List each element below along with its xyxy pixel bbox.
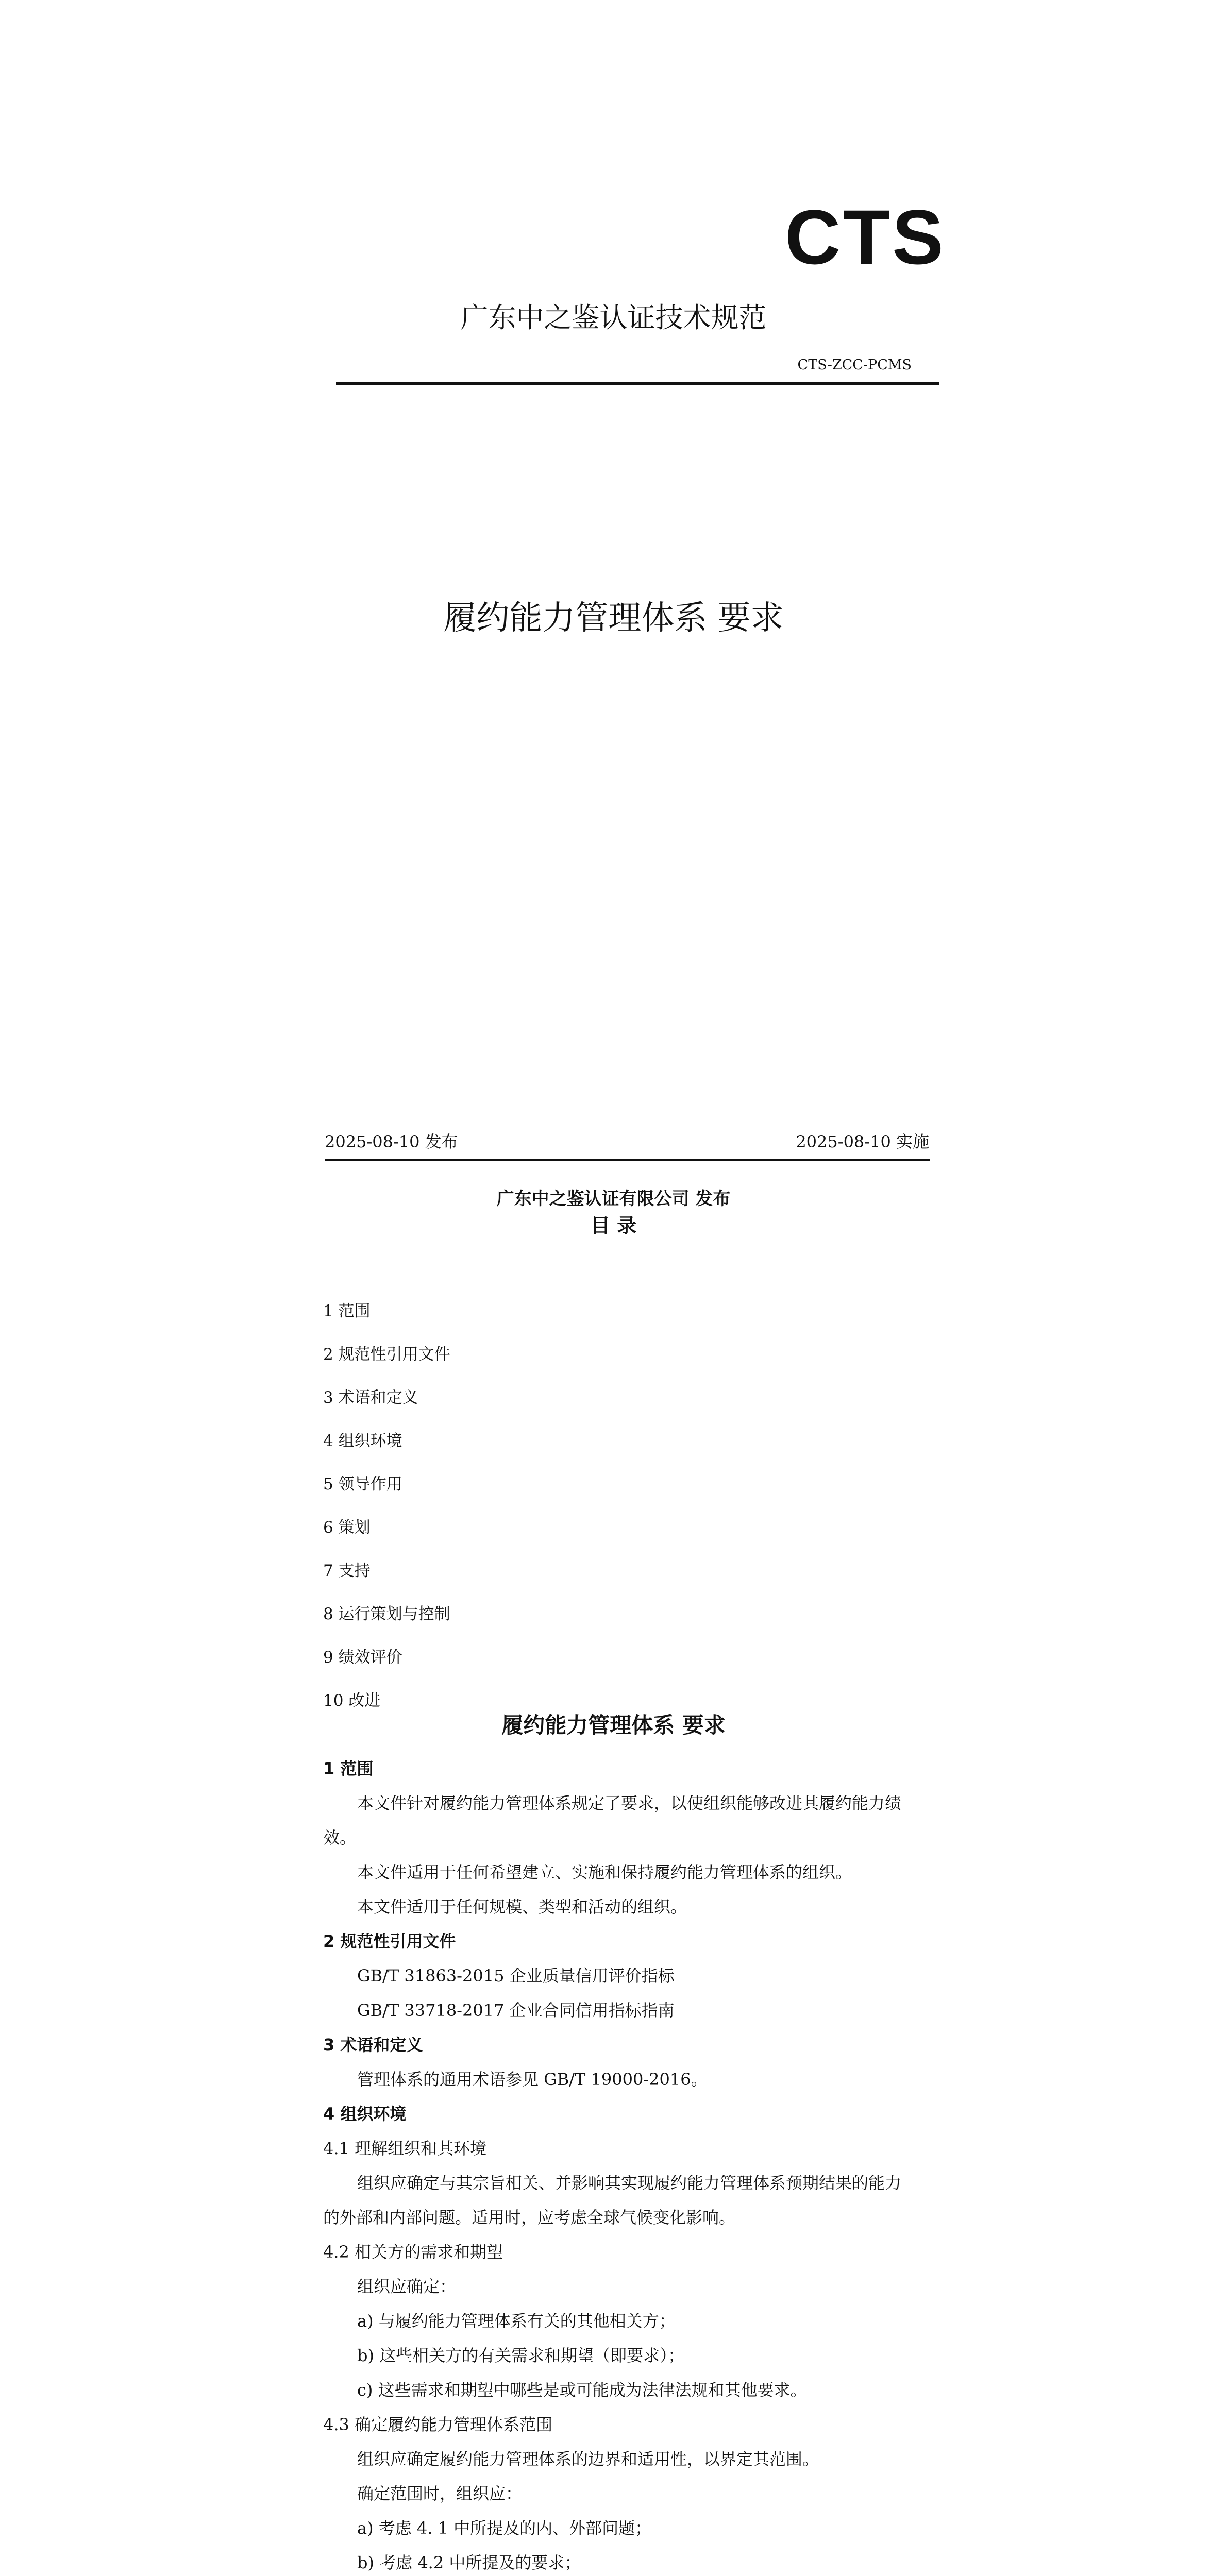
body-text-line: 本文件针对履约能力管理体系规定了要求，以使组织能够改进其履约能力绩 (357, 1793, 902, 1813)
toc-item: 4 组织环境 (323, 1432, 402, 1450)
toc-list (323, 1301, 450, 1734)
toc-item: 9 绩效评价 (323, 1648, 402, 1667)
body-text-line: b) 这些相关方的有关需求和期望（即要求）； (357, 2346, 685, 2365)
toc-item: 7 支持 (323, 1562, 371, 1580)
toc-item: 10 改进 (323, 1691, 381, 1710)
toc-item: 5 领导作用 (323, 1475, 402, 1494)
cover-title: 履约能力管理体系 要求 (443, 599, 784, 637)
document-body (323, 1752, 934, 2576)
body-title: 履约能力管理体系 要求 (501, 1713, 726, 1738)
body-text-line: GB/T 31863-2015 企业质量信用评价指标 (357, 1966, 675, 1986)
toc-item: 1 范围 (323, 1302, 371, 1320)
subsection-heading: 4.1 理解组织和其环境 (323, 2139, 487, 2158)
body-text-line: b) 考虑 4.2 中所提及的要求； (357, 2553, 581, 2572)
body-text-line: 确定范围时，组织应： (357, 2484, 523, 2503)
document-code: CTS-ZCC-PCMS (797, 357, 912, 373)
body-text-line: a) 与履约能力管理体系有关的其他相关方； (357, 2311, 676, 2331)
body-text-line: 组织应确定与其宗旨相关、并影响其实现履约能力管理体系预期结果的能力 (357, 2173, 902, 2193)
body-text-line: 组织应确定： (357, 2277, 457, 2296)
subsection-heading: 4.2 相关方的需求和期望 (323, 2242, 503, 2262)
publish-date: 2025-08-10 发布 (325, 1132, 458, 1151)
body-text-line: 的外部和内部问题。适用时，应考虑全球气候变化影响。 (323, 2208, 736, 2227)
toc-title: 目 录 (590, 1214, 637, 1237)
subsection-heading: 4.3 确定履约能力管理体系范围 (323, 2415, 553, 2434)
cts-logo-mark: CTS (785, 194, 946, 280)
body-text-line: GB/T 33718-2017 企业合同信用指标指南 (357, 2001, 675, 2020)
cover-top-rule (336, 382, 939, 385)
issuer-line: 广东中之鉴认证有限公司 发布 (496, 1189, 731, 1209)
section-heading: 2 规范性引用文件 (323, 1931, 456, 1951)
body-text-line: 效。 (323, 1828, 357, 1848)
body-text-line: 组织应确定履约能力管理体系的边界和适用性，以界定其范围。 (357, 2449, 819, 2469)
organization-spec-heading: 广东中之鉴认证技术规范 (460, 301, 767, 334)
body-text-line: 管理体系的通用术语参见 GB/T 19000-2016。 (357, 2070, 708, 2089)
toc-item: 3 术语和定义 (323, 1388, 418, 1407)
body-text-line: 本文件适用于任何规模、类型和活动的组织。 (357, 1897, 687, 1917)
section-heading: 4 组织环境 (323, 2104, 407, 2124)
toc-item: 2 规范性引用文件 (323, 1345, 450, 1364)
body-text-line: 本文件适用于任何希望建立、实施和保持履约能力管理体系的组织。 (357, 1862, 852, 1882)
implement-date: 2025-08-10 实施 (796, 1132, 929, 1151)
cover-bottom-rule (325, 1159, 930, 1161)
toc-item: 6 策划 (323, 1518, 371, 1537)
body-text-line: c) 这些需求和期望中哪些是或可能成为法律法规和其他要求。 (357, 2380, 807, 2400)
section-heading: 1 范围 (323, 1759, 374, 1778)
body-text-line: a) 考虑 4. 1 中所提及的内、外部问题； (357, 2518, 652, 2538)
toc-item: 8 运行策划与控制 (323, 1605, 450, 1623)
section-heading: 3 术语和定义 (323, 2035, 423, 2055)
